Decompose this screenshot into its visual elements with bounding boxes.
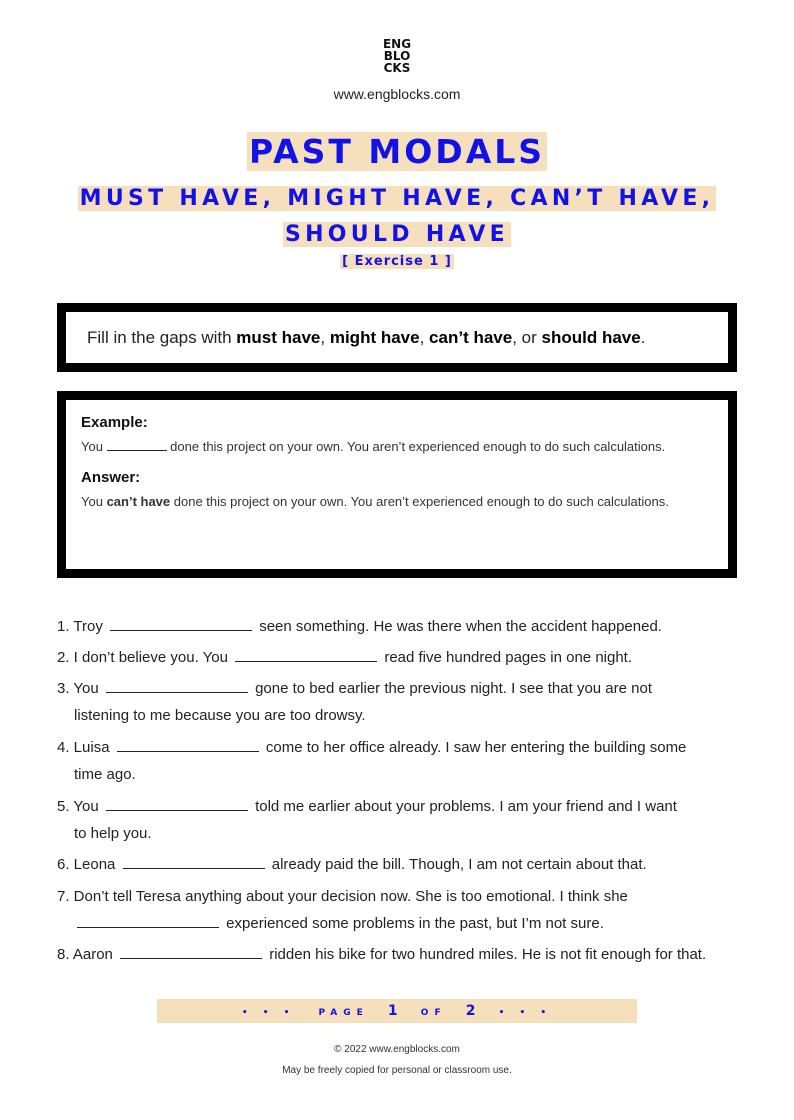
question-6 bbox=[57, 851, 747, 878]
pager-dots: • • • bbox=[241, 1008, 296, 1018]
question-continuation: time ago. bbox=[74, 766, 136, 783]
question-text: come to her office already. I saw her entering the building some bbox=[265, 739, 687, 756]
page-indicator bbox=[157, 999, 637, 1023]
pager-total-pages: 2 bbox=[465, 1003, 476, 1019]
question-text: 5. You bbox=[57, 798, 99, 815]
answer-rest: done this project on your own. You aren’t experienced enough to do such calculations. bbox=[170, 494, 669, 509]
question-text: 2. I don’t believe you. You bbox=[57, 649, 228, 666]
site-url: www.engblocks.com bbox=[333, 86, 461, 102]
question-4 bbox=[57, 734, 747, 788]
instruction-term: can’t have bbox=[429, 328, 513, 347]
logo-line: CKS bbox=[383, 61, 411, 75]
instruction-text: Fill in the gaps with bbox=[87, 328, 237, 347]
question-text: ridden his bike for two hundred miles. He is not fit enough for that. bbox=[269, 946, 707, 963]
question-text: 6. Leona bbox=[57, 856, 116, 873]
example-blank bbox=[107, 438, 167, 451]
question-2 bbox=[57, 644, 747, 671]
question-text: 7. Don’t tell Teresa anything about your decision now. She is too emotional. I think she bbox=[57, 888, 628, 905]
question-text: 3. You bbox=[57, 680, 99, 697]
example-start: You bbox=[81, 439, 103, 454]
answer-start: You bbox=[81, 494, 107, 509]
answer-blank[interactable] bbox=[110, 616, 252, 631]
engblocks-logo bbox=[0, 38, 794, 74]
question-continuation: listening to me because you are too drowsy. bbox=[74, 707, 366, 724]
question-text: told me earlier about your problems. I am your friend and I want bbox=[255, 798, 677, 815]
question-continuation: to help you. bbox=[74, 825, 152, 842]
question-text: seen something. He was there when the accident happened. bbox=[259, 618, 662, 635]
instruction-separator: , bbox=[419, 328, 430, 347]
example-box bbox=[57, 391, 737, 578]
question-text: experienced some problems in the past, but I’m not sure. bbox=[226, 915, 604, 932]
question-text: 1. Troy bbox=[57, 618, 103, 635]
instruction-box bbox=[57, 303, 737, 372]
instruction-term: must have bbox=[236, 328, 321, 347]
answer-blank[interactable] bbox=[77, 913, 219, 928]
instruction-end: . bbox=[640, 328, 646, 347]
answer-blank[interactable] bbox=[117, 737, 259, 752]
pager-dots: • • • bbox=[498, 1008, 553, 1018]
instruction-separator: , bbox=[320, 328, 330, 347]
answer-sentence bbox=[81, 492, 671, 512]
question-7 bbox=[57, 883, 747, 937]
answer-blank[interactable] bbox=[106, 678, 248, 693]
answer-heading: Answer: bbox=[81, 469, 141, 486]
question-text: 4. Luisa bbox=[57, 739, 110, 756]
page-title: PAST MODALS bbox=[248, 132, 546, 171]
instruction-term: might have bbox=[329, 328, 420, 347]
footer-copyright: © 2022 www.engblocks.com bbox=[334, 1044, 460, 1055]
question-3 bbox=[57, 675, 747, 729]
example-rest: done this project on your own. You aren’t experienced enough to do such calculations. bbox=[166, 439, 666, 454]
logo-line: BLO bbox=[383, 49, 411, 63]
subtitle-line-2: SHOULD HAVE bbox=[284, 222, 510, 247]
instruction-separator: , or bbox=[512, 328, 542, 347]
example-heading: Example: bbox=[81, 414, 148, 431]
answer-blank[interactable] bbox=[106, 796, 248, 811]
pager-of-word: OF bbox=[420, 1008, 447, 1018]
question-text: read five hundred pages in one night. bbox=[384, 649, 633, 666]
question-5 bbox=[57, 793, 747, 847]
subtitle-line-1: MUST HAVE, MIGHT HAVE, CAN’T HAVE, bbox=[79, 186, 715, 211]
question-8 bbox=[57, 941, 747, 968]
question-1 bbox=[57, 613, 747, 640]
answer-bold: can’t have bbox=[106, 494, 171, 509]
footer-note: May be freely copied for personal or classroom use. bbox=[282, 1065, 512, 1076]
instruction-term: should have bbox=[541, 328, 641, 347]
logo-line: ENG bbox=[382, 37, 412, 51]
exercise-label: [ Exercise 1 ] bbox=[342, 254, 452, 269]
question-text: gone to bed earlier the previous night. I see that you are not bbox=[255, 680, 652, 697]
answer-blank[interactable] bbox=[120, 944, 262, 959]
question-text: 8. Aaron bbox=[57, 946, 113, 963]
answer-blank[interactable] bbox=[123, 854, 265, 869]
answer-blank[interactable] bbox=[235, 647, 377, 662]
pager-current-page: 1 bbox=[387, 1003, 398, 1019]
pager-page-word: PAGE bbox=[318, 1008, 369, 1018]
example-sentence bbox=[81, 437, 671, 457]
question-text: already paid the bill. Though, I am not certain about that. bbox=[271, 856, 647, 873]
